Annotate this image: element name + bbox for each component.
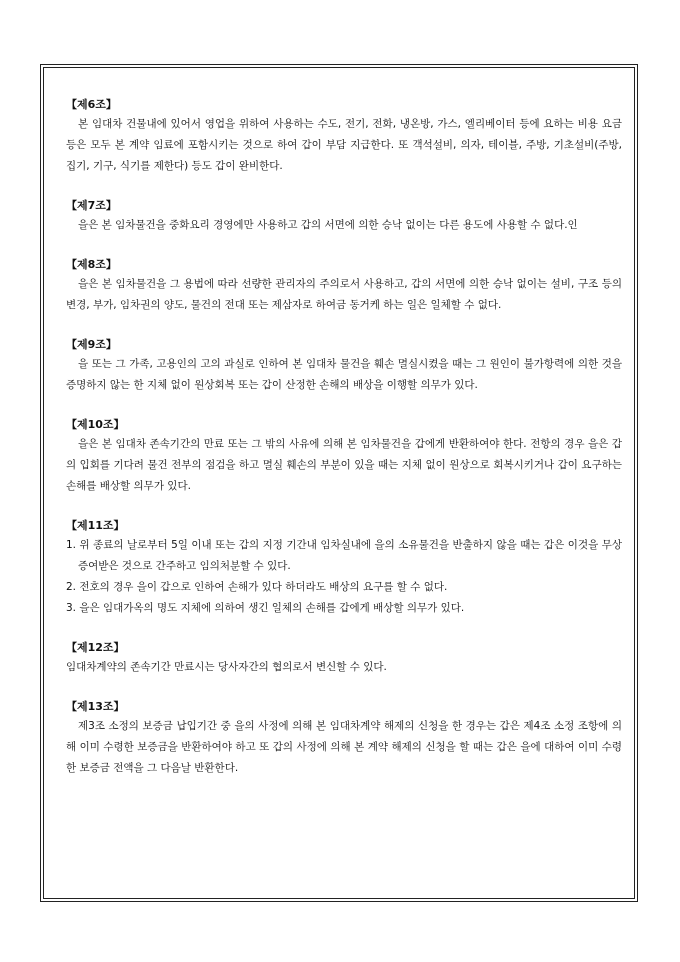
article-text: 을은 본 임차물건을 중화요리 경영에만 사용하고 갑의 서면에 의한 승낙 없이는 다른 용도에 사용할 수 없다.인 xyxy=(78,219,578,231)
document-body xyxy=(66,96,622,799)
article-13 xyxy=(66,698,622,779)
article-heading: 【제6조】 xyxy=(66,98,117,111)
article-8 xyxy=(66,256,622,316)
article-heading: 【제9조】 xyxy=(66,338,117,351)
article-text: 임대차계약의 존속기간 만료시는 당사자간의 협의로서 변신할 수 있다. xyxy=(66,661,387,673)
article-text: 을 또는 그 가족, 고용인의 고의 과실로 인하여 본 임대차 물건을 훼손 멸실시켰을 때는 그 원인이 불가항력에 의한 것을 증명하지 않는 한 지체 없이 원상회복 또는 갑이 산정한 손해의 배상을 이행할 의무가 있다. xyxy=(66,358,622,391)
article-11 xyxy=(66,517,622,619)
article-6 xyxy=(66,96,622,177)
article-9 xyxy=(66,336,622,396)
article-heading: 【제11조】 xyxy=(66,519,125,532)
article-text: 본 임대차 건물내에 있어서 영업을 위하여 사용하는 수도, 전기, 전화, 냉온방, 가스, 엘리베이터 등에 요하는 비용 요금 등은 모두 본 계약 임료에 포함시키는 것으로 하여 갑이 부담 지급한다. 또 객석설비, 의자, 테이블, 주방, 기초설비(주방, 집기, 기구, 식기를 제한다) 등도 갑이 완비한다. xyxy=(66,118,622,172)
clause-item: 3. 을은 임대가옥의 명도 지체에 의하여 생긴 일체의 손해를 갑에게 배상할 의무가 있다. xyxy=(66,602,465,614)
article-7 xyxy=(66,197,622,236)
article-heading: 【제8조】 xyxy=(66,258,117,271)
article-10 xyxy=(66,416,622,497)
clause-item: 1. 위 종료의 날로부터 5일 이내 또는 갑의 지정 기간내 임차실내에 을의 소유물건을 반출하지 않을 때는 갑은 이것을 무상 증여받은 것으로 간주하고 임의처분할 수 있다. xyxy=(66,539,622,572)
article-12 xyxy=(66,639,622,678)
article-clause-list xyxy=(66,535,622,619)
clause-item: 2. 전호의 경우 을이 갑으로 인하여 손해가 있다 하더라도 배상의 요구를 할 수 없다. xyxy=(66,581,448,593)
article-heading: 【제7조】 xyxy=(66,199,117,212)
article-text: 을은 본 임차물건을 그 용법에 따라 선량한 관리자의 주의로서 사용하고, 갑의 서면에 의한 승낙 없이는 설비, 구조 등의 변경, 부가, 임차권의 양도, 물건의 전대 또는 제삼자로 하여금 동거케 하는 일은 일체할 수 없다. xyxy=(66,278,622,311)
article-heading: 【제12조】 xyxy=(66,641,125,654)
article-text: 을은 본 임대차 존속기간의 만료 또는 그 밖의 사유에 의해 본 임차물건을 갑에게 반환하여야 한다. 전항의 경우 을은 갑의 입회를 기다려 물건 전부의 점검을 하고 멸실 훼손의 부분이 있을 때는 지체 없이 원상으로 회복시키거나 갑이 요구하는 손해를 배상할 의무가 있다. xyxy=(66,438,622,492)
article-heading: 【제13조】 xyxy=(66,700,125,713)
article-text: 제3조 소정의 보증금 납입기간 중 을의 사정에 의해 본 임대차계약 해제의 신청을 한 경우는 갑은 제4조 소정 조항에 의해 이미 수령한 보증금을 반환하여야 하고 또 갑의 사정에 의해 본 계약 해제의 신청을 할 때는 갑은 을에 대하여 이미 수령한 보증금 전액을 그 다음날 반환한다. xyxy=(66,720,622,774)
article-heading: 【제10조】 xyxy=(66,418,125,431)
